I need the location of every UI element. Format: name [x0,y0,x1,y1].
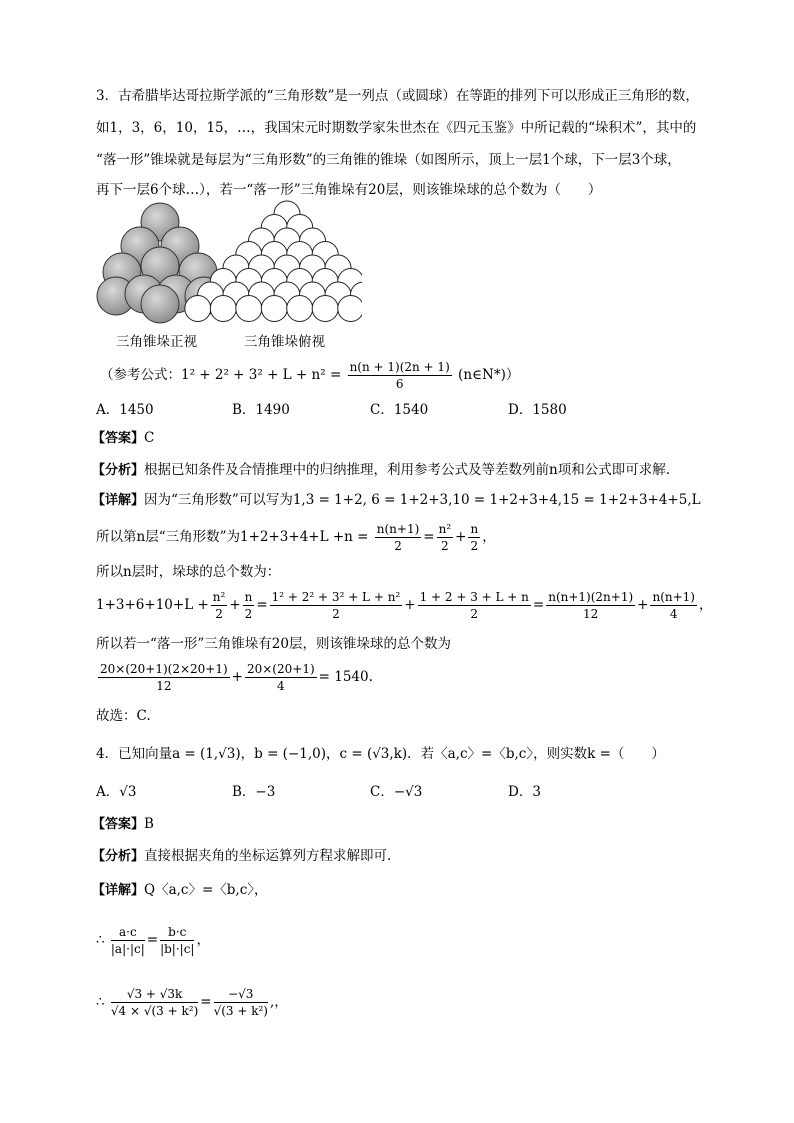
num: n [244,590,253,604]
detail-tag: 【详解】 [92,493,145,508]
num: n(n+1)(2n+1) [548,590,634,604]
analysis-tag: 【分析】 [92,849,145,864]
frac [243,589,255,622]
frac [111,986,198,1019]
num: b·c [160,924,194,941]
frac [375,521,422,554]
num: 20×(20+1)(2×20+1) [100,662,228,676]
q3-option-d: D．1580 [508,402,567,418]
num: n² [212,590,226,604]
q3-detail-5: 所以若一“落一形”三角锥垛有20层，则该锥垛球的总个数为 [96,636,451,652]
q4-answer [92,814,154,835]
frac [437,521,454,554]
num: 20×(20+1) [246,662,315,676]
q4-analysis [92,846,391,867]
caption-front-view: 三角锥垛正视 [116,334,197,350]
q4-detail-3: ∴ $\frac{√3 + √3k}{\text{√4 × √(3 + k²)}}$ = $\frac{-√3}{\text{√(3 + k²)}}$ ,， [96,987,288,1018]
pile-ball [236,296,262,322]
num: n(n+1) [376,522,420,536]
den: 2 [394,539,402,553]
q4-option-c: C．−√3 [370,784,423,800]
ref-suffix: (n∈N*)） [458,367,520,383]
q4-detail-1 [92,880,268,901]
num: a·c [111,924,145,941]
q3-option-b: B．1490 [232,402,290,418]
q4-option-a: A．√3 [96,784,137,800]
q3-stem-line-2: 如1，3，6，10，15，…，我国宋元时期数学家朱世杰在《四元玉鉴》中所记载的“垛积术”，其中的 [96,120,697,136]
den: 4 [276,679,285,693]
den: 2 [215,607,223,621]
num: 1 + 2 + 3 + L + n [419,590,529,604]
detail2-prefix: 所以第n层“三角形数”为1+2+3+4+L +n = [96,529,369,545]
num: n² [438,522,452,536]
triangular-pile-figures [92,200,362,330]
analysis-tag: 【分析】 [92,463,145,478]
detail4-prefix: 1+3+6+10+L + [96,597,209,613]
num: 1² + 2² + 3² + L + n² [271,590,401,604]
frac [214,986,268,1019]
detail-text-1: 因为“三角形数”可以写为1,3 = 1+2, 6 = 1+2+3,10 = 1+2+3+4,15 = 1+2+3+4+5,L [144,492,701,508]
q3-choose: 故选：C. [96,708,151,724]
q3-stem-line-4: 再下一层6个球…），若一“落一形”三角锥垛有20层，则该锥垛球的总个数为（ ） [96,182,602,198]
q4-detail-2: ∴ $\frac{a\cdot c}{|a|\cdot|c|}$ = $\frac{b\cdot c}{|b|\cdot|c|}$ ， [96,925,210,956]
reference-formula [100,358,519,392]
frac [160,924,194,957]
frac [111,924,145,957]
den: 12 [156,679,172,693]
frac [98,661,230,694]
ref-denominator: 6 [395,377,404,391]
pile-ball [210,296,236,322]
num: n(n+1) [652,590,695,604]
den: √4 × √(3 + k²) [110,1004,199,1018]
den: 4 [669,607,678,621]
answer-value: B [144,816,154,832]
answer-value: C [144,430,155,446]
den: 2 [470,539,479,553]
pile-ball [312,296,338,322]
detail2-tail: ， [196,932,210,948]
therefore-symbol: ∴ [96,994,105,1010]
pile-ball [185,296,211,322]
frac [546,589,635,622]
analysis-text: 根据已知条件及合情推理中的归纳推理，利用参考公式及等差数列前n项和公式即可求解. [144,462,671,478]
q3-option-a: A．1450 [96,402,154,418]
frac [245,661,317,694]
ref-numerator: n(n + 1)(2n + 1) [349,360,450,374]
ref-prefix: （参考公式：1² + 2² + 3² + L + n² = [100,367,342,383]
ref-fraction [348,359,452,392]
detail-text-1: Q〈a,c〉=〈b,c〉， [144,882,268,898]
therefore-symbol: ∴ [96,932,105,948]
q3-detail-1 [92,490,701,511]
num: −√3 [214,986,268,1003]
caption-top-view: 三角锥垛俯视 [244,334,325,350]
frac [650,589,697,622]
answer-tag: 【答案】 [92,431,145,446]
frac [270,589,403,622]
detail3-tail: ,， [270,994,288,1010]
pile-ball [261,296,287,322]
den: √(3 + k²) [213,1004,268,1018]
frac [418,589,531,622]
den: 2 [470,607,479,621]
q3-detail-4: 1+3+6+10+L + $\frac{\text{n²}}{2}$ + $\frac{n}{2}$ = $\frac{\text{1² + 2² + 3² + L + n²}}{2}$ + $\frac{1 + 2 + 3 + L + n}{2}$ = $\frac{n(n+1)(2n+1)}{12}$ + $\frac{n(n+1)}{4}$ ， [96,590,713,621]
answer-tag: 【答案】 [92,817,145,832]
q4-option-b: B．−3 [232,784,276,800]
q3-detail-2: 所以第n层“三角形数”为1+2+3+4+L +n = $\frac{n(n+1)}{2}$ = $\frac{\text{n²}}{2}$ + $\frac{n}{2}$ ， [96,522,496,553]
q3-stem-line-1: 3．古希腊毕达哥拉斯学派的“三角形数”是一列点（或圆球）在等距的排列下可以形成正三角形的数， [96,88,699,104]
q3-analysis [92,460,670,481]
q3-answer [92,428,154,449]
den: 2 [332,607,340,621]
den: 2 [441,539,449,553]
den: 12 [583,607,599,621]
frac [211,589,228,622]
den: |a|·|c| [110,942,145,956]
den: 2 [244,607,253,621]
q3-detail-6: $\frac{20\times(20+1)(2\times 20+1)}{12}$ + $\frac{20\times(20+1)}{4}$ = 1540. [100,662,373,693]
analysis-text: 直接根据夹角的坐标运算列方程求解即可. [144,848,392,864]
q3-option-c: C．1540 [370,402,429,418]
q4-option-d: D．3 [508,784,541,800]
detail-tag: 【详解】 [92,883,145,898]
num: √3 + √3k [111,986,198,1003]
den: |b|·|c| [160,942,195,956]
q3-stem-line-3: “落一形”锥垛就是每层为“三角形数”的三角锥的锥垛（如图所示，顶上一层1个球，下一层3个球， [96,152,681,168]
pile-ball [287,296,313,322]
pile-ball [338,296,362,322]
detail6-result: = 1540. [318,669,373,685]
frac [468,521,480,554]
num: n [470,522,479,536]
q4-stem: 4．已知向量a = (1,√3)，b = (−1,0)，c = (√3,k)．若〈a,c〉=〈b,c〉，则实数k =（ ） [96,746,665,762]
q3-detail-3: 所以n层时，垛球的总个数为： [96,564,281,580]
